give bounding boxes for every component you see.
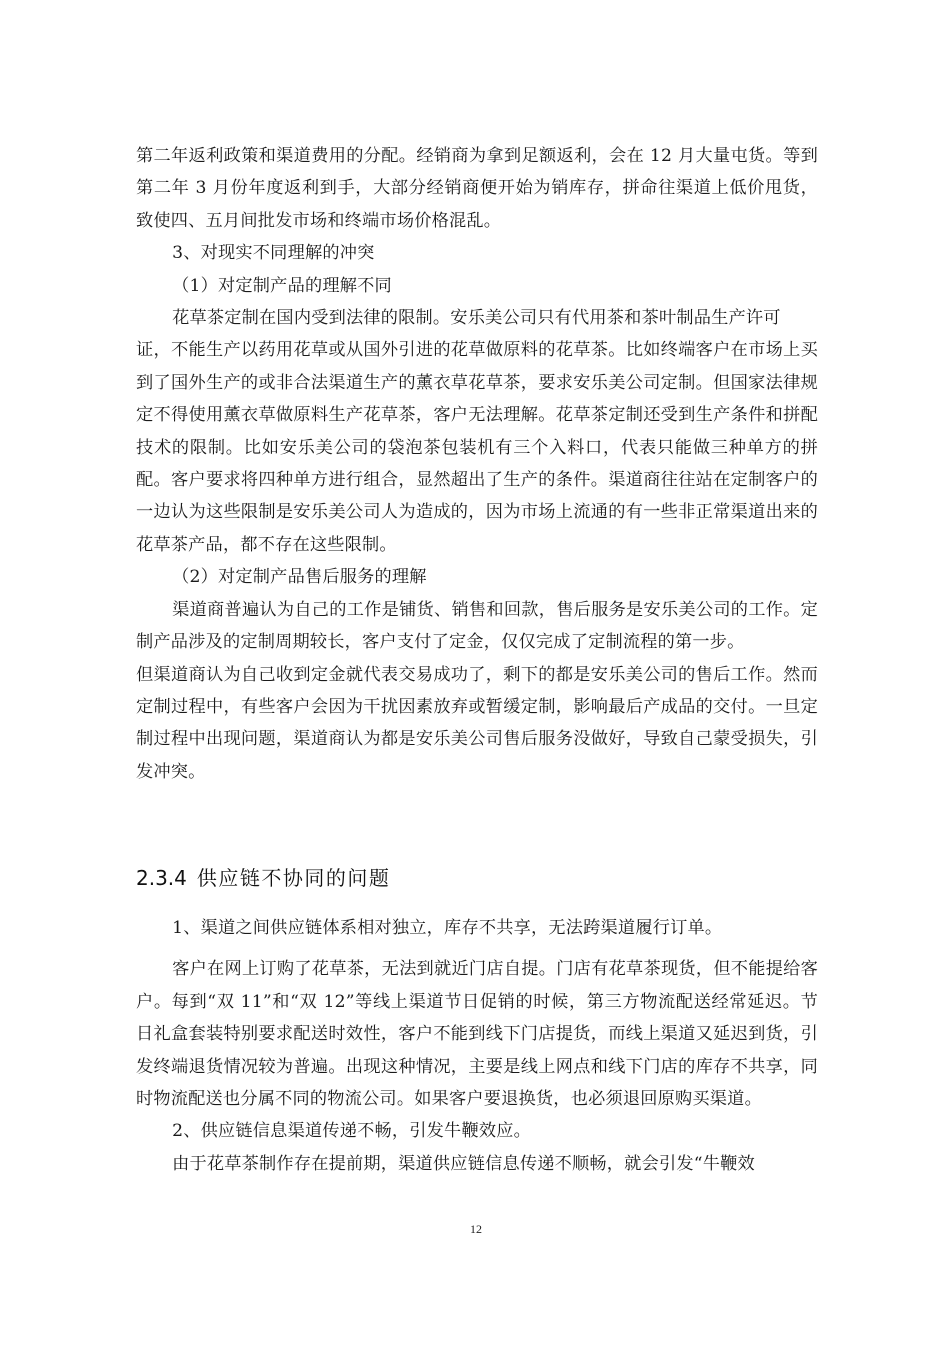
list-item-heading: 1、渠道之间供应链体系相对独立，库存不共享，无法跨渠道履行订单。 xyxy=(172,918,723,938)
paragraph: 渠道商普遍认为自己的工作是铺货、销售和回款，售后服务是安乐美公司的工作。定制产品涉及的定制周期较长，客户支付了定金，仅仅完成了定制流程的第一步。 xyxy=(136,599,818,653)
section-number: 2.3.4 xyxy=(136,866,187,890)
sub-heading: （1）对定制产品的理解不同 xyxy=(172,275,392,296)
page-number: 12 xyxy=(470,1222,482,1236)
paragraph: 花草茶定制在国内受到法律的限制。安乐美公司只有代用茶和茶叶制品生产许可 xyxy=(172,308,781,329)
section-heading xyxy=(136,860,390,896)
body-text-upper xyxy=(136,140,818,788)
paragraph: 但渠道商认为自己收到定金就代表交易成功了，剩下的都是安乐美公司的售后工作。然而定制过程中，有些客户会因为干扰因素放弃或暂缓定制，影响最后产成品的交付。一旦定制过程中出现问题，渠道商认为都是安乐美公司售后服务没做好，导致自己蒙受损失，引发冲突。 xyxy=(136,664,818,782)
paragraph: 客户在网上订购了花草茶，无法到就近门店自提。门店有花草茶现货，但不能提给客户。每到“双 11”和“双 12”等线上渠道节日促销的时候，第三方物流配送经常延迟。节日礼盒套装特别要求配送时效性，客户不能到线下门店提货，而线上渠道又延迟到货，引发终端退货情况较为普遍。出现这种情况，主要是线上网点和线下门店的库存不共享，同时物流配送也分属不同的物流公司。如果客户要退换货，也必须退回原购买渠道。 xyxy=(136,959,818,1110)
list-item-heading: 2、供应链信息渠道传递不畅，引发牛鞭效应。 xyxy=(172,1121,531,1142)
paragraph: 由于花草茶制作存在提前期，渠道供应链信息传递不顺畅，就会引发“牛鞭效 xyxy=(172,1153,755,1174)
section-title: 供应链不协同的问题 xyxy=(196,866,391,890)
body-text-lower xyxy=(136,912,818,1180)
list-item-heading: 3、对现实不同理解的冲突 xyxy=(172,243,375,264)
paragraph: 证，不能生产以药用花草或从国外引进的花草做原料的花草茶。比如终端客户在市场上买到了国外生产的或非合法渠道生产的薰衣草花草茶，要求安乐美公司定制。但国家法律规定不得使用薰衣草做原料生产花草茶，客户无法理解。花草茶定制还受到生产条件和拼配技术的限制。比如安乐美公司的袋泡茶包装机有三个入料口，代表只能做三种单方的拼配。客户要求将四种单方进行组合，显然超出了生产的条件。渠道商往往站在定制客户的一边认为这些限制是安乐美公司人为造成的，因为市场上流通的有一些非正常渠道出来的花草茶产品，都不存在这些限制。 xyxy=(136,340,818,555)
paragraph: 第二年返利政策和渠道费用的分配。经销商为拿到足额返利，会在 12 月大量屯货。等到第二年 3 月份年度返利到手，大部分经销商便开始为销库存，拼命往渠道上低价甩货，致使四、五月间批发市场和终端市场价格混乱。 xyxy=(136,146,818,231)
sub-heading: （2）对定制产品售后服务的理解 xyxy=(172,567,427,588)
